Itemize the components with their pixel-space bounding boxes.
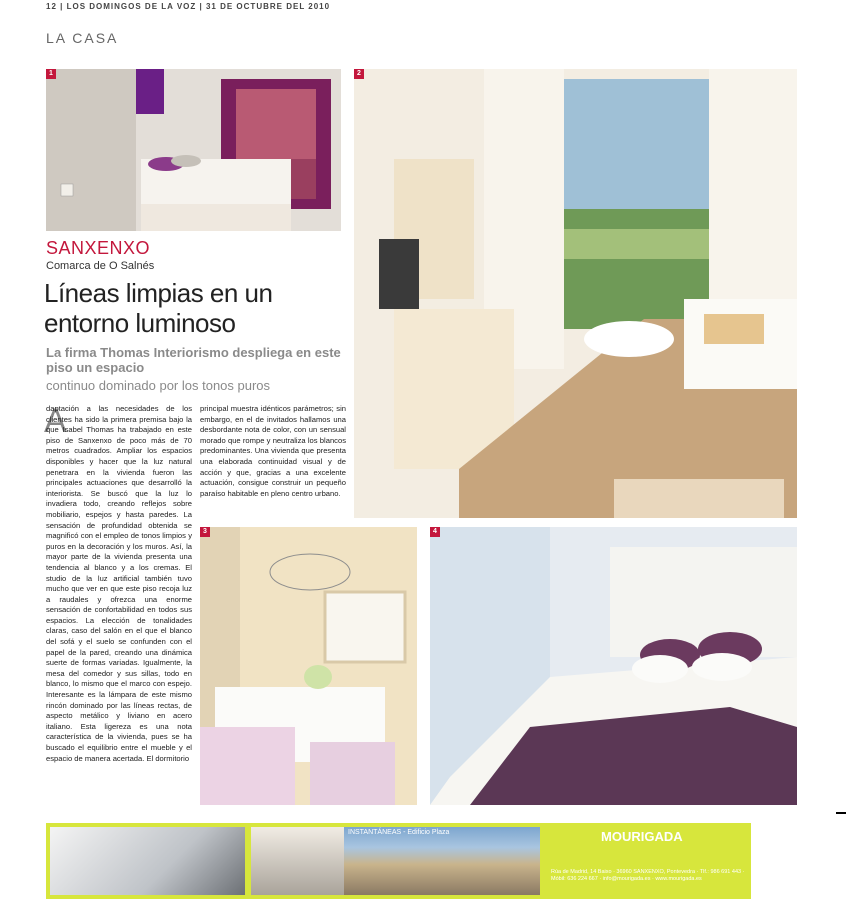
ad-fine-print: Rúa de Madrid, 14 Baixo · 36960 SANXENXO, Pontevedra · Tlf.: 986 691 443 · Móbil: 636 224 667 · info@mourigada.es · www.mourigada.es — [551, 869, 745, 882]
section-title: LA CASA — [46, 30, 119, 46]
photo-1-illustration — [46, 69, 341, 231]
article-dropcap: A — [44, 402, 67, 440]
photo-number-badge: 1 — [46, 69, 56, 79]
article-kicker: SANXENXO — [46, 238, 151, 258]
page-folio: 12 | LOS DOMINGOS DE LA VOZ | 31 DE OCTUBRE DEL 2010 — [46, 2, 331, 11]
ad-photo-building — [344, 827, 540, 895]
photo-2-illustration — [354, 69, 797, 518]
ad-logo: MOURIGADA — [601, 829, 683, 844]
photo-4-guest-bedroom — [430, 527, 797, 805]
photo-number-badge: 3 — [200, 527, 210, 537]
article-column-1: daptación a las necesidades de los clientes ha sido la primera premisa bajo la que Isabel Thomas ha trabajado en este piso de Sanxenxo de poco más de 70 metros cuadrados. Ampliar los espacios disponibles y hacer que la luz natural penetrara en la vivienda fueron las principales actuaciones que desarrolló la interiorista. Se buscó que la luz lo invadiera todo, creando reflejos sobre mobiliario, espejos y hasta paredes. La sensación de profundidad obtenida se magnificó con el empleo de tonos limpios y puros en la decoración y los muros. Así, la mayor parte de la vivienda presenta una tendencia al blanco y a los cremas. El studio de la luz artificial también tuvo mucho que ver en que este piso recoja luz a raudales y ofrezca una enorme sensación de confortabilidad en todos sus espacios. La elección de tonalidades claras, caso del salón en el que el blanco del sofá y el suelo se confunden con el papel de la pared, creando una dinámica suerte de formas variadas. Igualmente, la mesa del comedor y sus sillas, todo en blanco, lo mismo que el marco con espejo. Interesante es la lámpara de este mismo rincón dominado por las líneas rectas, de aspecto metálico y liviano en acero italiano. Esta ligereza es una nota característica de la vivienda, pues se ha buscado el equilibrio entre el mueble y el espacio de manera acertada. El dormitorio — [46, 404, 192, 763]
photo-number-badge: 4 — [430, 527, 440, 537]
photo-number-badge: 2 — [354, 69, 364, 79]
article-deck-continued: continuo dominado por los tonos puros — [46, 378, 271, 393]
photo-2-living-room — [354, 69, 797, 518]
ad-image-caption: INSTANTÁNEAS - Edificio Plaza — [348, 829, 450, 836]
article-column-2: principal muestra idénticos parámetros; sin embargo, en el de invitados hallamos una desbordante nota de color, con un sensual morado que rompe y neutraliza los blancos predominantes. Una vivienda que presenta una elaborada continuidad visual y de acción y que, gracias a una excelente actuación, consigue construir un pequeño paraíso habitable en pleno centro urbano. — [200, 404, 346, 498]
article-headline: Líneas limpias en un entorno luminoso — [44, 278, 273, 338]
photo-1-bedroom — [46, 69, 341, 231]
article-deck: La firma Thomas Interiorismo despliega en este piso un espacio — [46, 345, 341, 375]
advertisement-banner — [46, 823, 751, 899]
photo-4-illustration — [430, 527, 797, 805]
photo-3-dining-room — [200, 527, 417, 805]
ad-photo-interior — [50, 827, 245, 895]
page-edge-mark — [836, 812, 846, 814]
article-subkicker: Comarca de O Salnés — [46, 260, 155, 272]
photo-3-illustration — [200, 527, 417, 805]
